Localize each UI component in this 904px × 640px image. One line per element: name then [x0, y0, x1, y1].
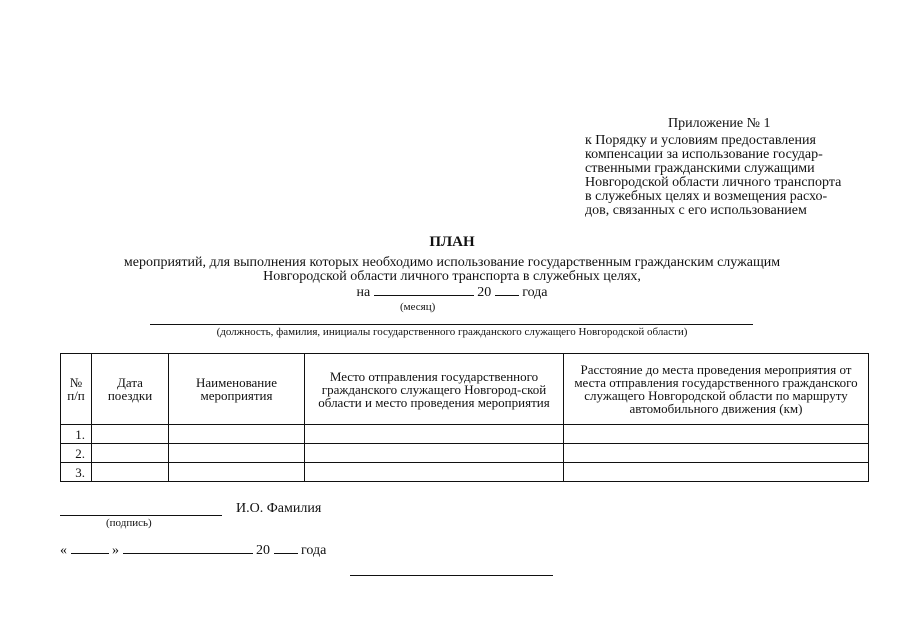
table-row — [61, 425, 869, 444]
period-century: 20 — [477, 285, 492, 300]
signature-blank-field[interactable] — [60, 515, 222, 516]
header-event-name: Наименование мероприятия — [169, 354, 305, 425]
cell-distance[interactable] — [564, 463, 869, 482]
year-blank-field[interactable] — [495, 285, 519, 296]
header-date: Дата поездки — [92, 354, 169, 425]
document-title: ПЛАН — [429, 234, 475, 250]
appendix-line: ственными гражданскими служащими — [585, 161, 815, 176]
month-date-blank-field[interactable] — [123, 543, 253, 554]
date-close-quote: » — [112, 543, 119, 558]
period-line — [0, 285, 904, 301]
position-caption: (должность, фамилия, инициалы государственного гражданского служащего Новгородской области) — [216, 326, 688, 338]
day-blank-field[interactable] — [71, 543, 109, 554]
plan-table — [60, 353, 869, 482]
appendix-line: в служебных целях и возмещения расхо- — [585, 189, 828, 204]
period-suffix: года — [522, 285, 548, 300]
cell-departure-place[interactable] — [305, 463, 564, 482]
cell-date[interactable] — [92, 444, 169, 463]
bottom-blank-line[interactable] — [350, 575, 553, 576]
appendix-line: компенсации за использование государ- — [585, 147, 823, 162]
signatory-name: И.О. Фамилия — [236, 501, 322, 516]
month-blank-field[interactable] — [374, 285, 474, 296]
table-row — [61, 444, 869, 463]
cell-event-name[interactable] — [169, 463, 305, 482]
cell-distance[interactable] — [564, 425, 869, 444]
appendix-line: Новгородской области личного транспорта — [585, 175, 842, 190]
document-subtitle — [0, 256, 904, 284]
appendix-line: дов, связанных с его использованием — [585, 203, 807, 218]
subtitle-line: Новгородской области личного транспорта в служебных целях, — [263, 269, 641, 284]
month-caption: (месяц) — [400, 301, 436, 313]
appendix-text — [585, 134, 885, 218]
header-departure-place: Место отправления государственного гражданского служащего Новгород-ской области и место проведения мероприятия — [305, 354, 564, 425]
cell-distance[interactable] — [564, 444, 869, 463]
date-open-quote: « — [60, 543, 67, 558]
date-century: 20 — [256, 543, 270, 558]
header-distance: Расстояние до места проведения мероприятия от места отправления государственного гражданского служащего Новгородской области по маршруту автомобильного движения (км) — [564, 354, 869, 425]
signature-caption: (подпись) — [106, 517, 152, 529]
date-suffix: года — [301, 543, 327, 558]
position-blank-field[interactable] — [150, 324, 753, 325]
appendix-line: к Порядку и условиям предоставления — [585, 133, 816, 148]
appendix-number: Приложение № 1 — [668, 116, 771, 131]
table-header-row — [61, 354, 869, 425]
subtitle-line: мероприятий, для выполнения которых необходимо использование государственным гражданским служащим — [123, 255, 781, 270]
row-number: 3. — [61, 463, 92, 482]
date-line — [60, 543, 326, 559]
cell-event-name[interactable] — [169, 444, 305, 463]
cell-event-name[interactable] — [169, 425, 305, 444]
cell-date[interactable] — [92, 425, 169, 444]
period-prefix: на — [356, 285, 371, 300]
cell-departure-place[interactable] — [305, 444, 564, 463]
row-number: 2. — [61, 444, 92, 463]
row-number: 1. — [61, 425, 92, 444]
year-date-blank-field[interactable] — [274, 543, 298, 554]
table-row — [61, 463, 869, 482]
header-number: № п/п — [61, 354, 92, 425]
cell-date[interactable] — [92, 463, 169, 482]
cell-departure-place[interactable] — [305, 425, 564, 444]
